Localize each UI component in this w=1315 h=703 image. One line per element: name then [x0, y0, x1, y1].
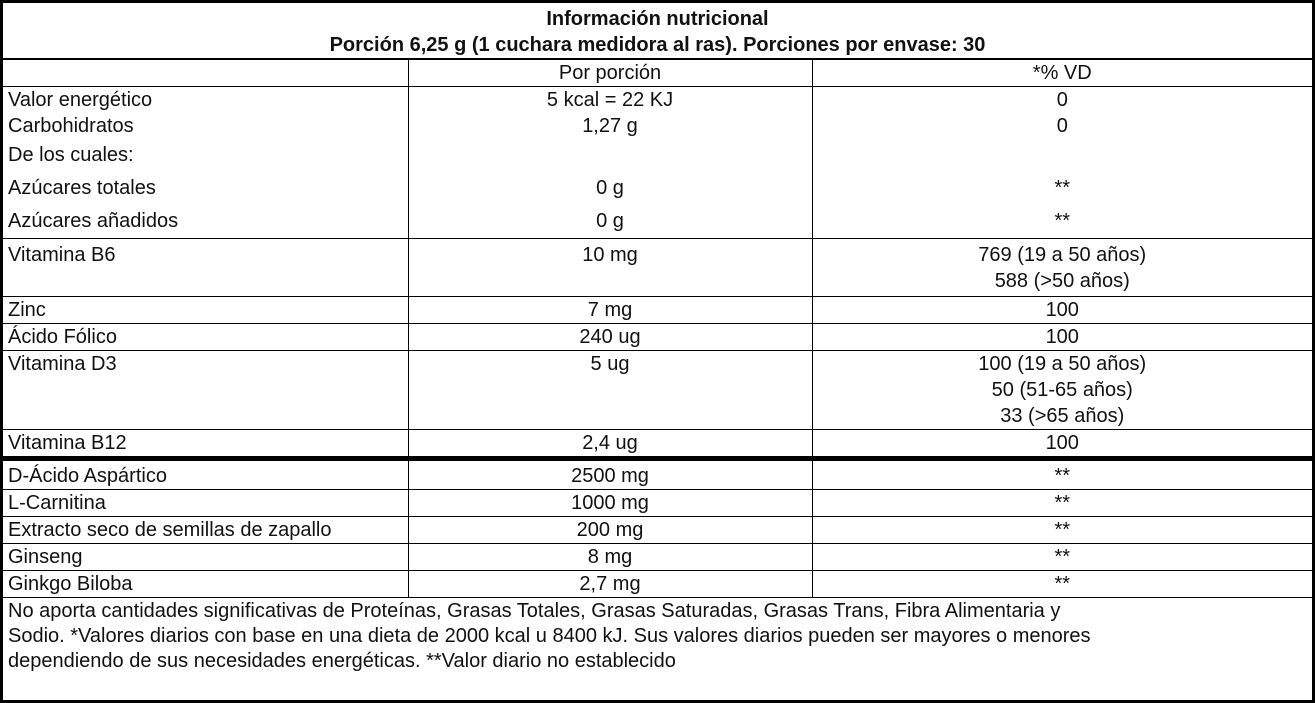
- nutrient-name: Ginseng: [3, 544, 408, 571]
- nutrient-amount: 5 ug: [408, 351, 812, 430]
- nutrient-amount: 200 mg: [408, 517, 812, 544]
- label-header: [3, 3, 1312, 60]
- table-row: [3, 239, 1312, 297]
- nutrient-amount: 0 g: [408, 205, 812, 239]
- table-row: [3, 113, 1312, 139]
- nutrient-dv: 0: [812, 87, 1312, 114]
- nutrient-dv: 100 (19 a 50 años) 50 (51-65 años) 33 (>65 años): [812, 351, 1312, 430]
- table-row: [3, 490, 1312, 517]
- nutrient-dv: **: [812, 205, 1312, 239]
- nutrient-dv: 100: [812, 430, 1312, 459]
- nutrient-dv: **: [812, 459, 1312, 490]
- serving-info: Porción 6,25 g (1 cuchara medidora al ras). Porciones por envase: 30: [329, 34, 986, 56]
- nutrient-amount: 240 ug: [408, 324, 812, 351]
- nutrient-name: Azúcares totales: [3, 172, 408, 205]
- footnote-line: No aporta cantidades significativas de Proteínas, Grasas Totales, Grasas Saturadas, Grasas Trans, Fibra Alimentaria y: [8, 600, 1061, 622]
- nutrient-dv: **: [812, 517, 1312, 544]
- nutrient-amount: 2500 mg: [408, 459, 812, 490]
- table-row: [3, 324, 1312, 351]
- nutrient-dv: 100: [812, 297, 1312, 324]
- table-row: [3, 297, 1312, 324]
- nutrient-dv: 769 (19 a 50 años) 588 (>50 años): [812, 239, 1312, 297]
- column-header-dv: *% VD: [812, 60, 1312, 87]
- nutrient-name: Valor energético: [3, 87, 408, 114]
- table-row: [3, 351, 1312, 430]
- nutrient-dv: **: [812, 571, 1312, 598]
- nutrient-amount: 8 mg: [408, 544, 812, 571]
- nutrition-table: [3, 60, 1312, 597]
- nutrient-amount: 0 g: [408, 172, 812, 205]
- nutrient-amount: 7 mg: [408, 297, 812, 324]
- nutrient-amount: 1,27 g: [408, 113, 812, 139]
- nutrient-amount: [408, 139, 812, 172]
- table-row: [3, 517, 1312, 544]
- table-row: [3, 459, 1312, 490]
- nutrient-dv: **: [812, 490, 1312, 517]
- nutrient-dv: **: [812, 544, 1312, 571]
- nutrient-name: Vitamina D3: [3, 351, 408, 430]
- label-footnote: [3, 597, 1312, 674]
- nutrient-name: Vitamina B6: [3, 239, 408, 297]
- nutrient-name: Carbohidratos: [3, 113, 408, 139]
- nutrient-name: Azúcares añadidos: [3, 205, 408, 239]
- nutrient-name: Vitamina B12: [3, 430, 408, 459]
- table-row: [3, 139, 1312, 172]
- table-row: [3, 571, 1312, 598]
- table-row: [3, 544, 1312, 571]
- table-row: [3, 430, 1312, 459]
- nutrient-amount: 5 kcal = 22 KJ: [408, 87, 812, 114]
- nutrient-name: L-Carnitina: [3, 490, 408, 517]
- nutrient-name: Extracto seco de semillas de zapallo: [3, 517, 408, 544]
- nutrient-name: Zinc: [3, 297, 408, 324]
- column-header-row: [3, 60, 1312, 87]
- nutrient-amount: 10 mg: [408, 239, 812, 297]
- footnote-line: Sodio. *Valores diarios con base en una dieta de 2000 kcal u 8400 kJ. Sus valores diarios pueden ser mayores o menores: [8, 625, 1091, 647]
- nutrient-name: Ginkgo Biloba: [3, 571, 408, 598]
- footnote-line: dependiendo de sus necesidades energéticas. **Valor diario no establecido: [8, 650, 676, 672]
- column-header-per-serving: Por porción: [408, 60, 812, 87]
- nutrient-amount: 2,7 mg: [408, 571, 812, 598]
- table-row: [3, 87, 1312, 114]
- nutrient-amount: 2,4 ug: [408, 430, 812, 459]
- nutrient-name: De los cuales:: [3, 139, 408, 172]
- table-row: [3, 172, 1312, 205]
- column-header-name: [3, 60, 408, 87]
- nutrient-amount: 1000 mg: [408, 490, 812, 517]
- nutrient-dv: 100: [812, 324, 1312, 351]
- nutrient-name: Ácido Fólico: [3, 324, 408, 351]
- nutrient-dv: [812, 139, 1312, 172]
- nutrient-dv: 0: [812, 113, 1312, 139]
- label-title: Información nutricional: [546, 8, 769, 30]
- nutrient-name: D-Ácido Aspártico: [3, 459, 408, 490]
- table-row: [3, 205, 1312, 239]
- nutrient-dv: **: [812, 172, 1312, 205]
